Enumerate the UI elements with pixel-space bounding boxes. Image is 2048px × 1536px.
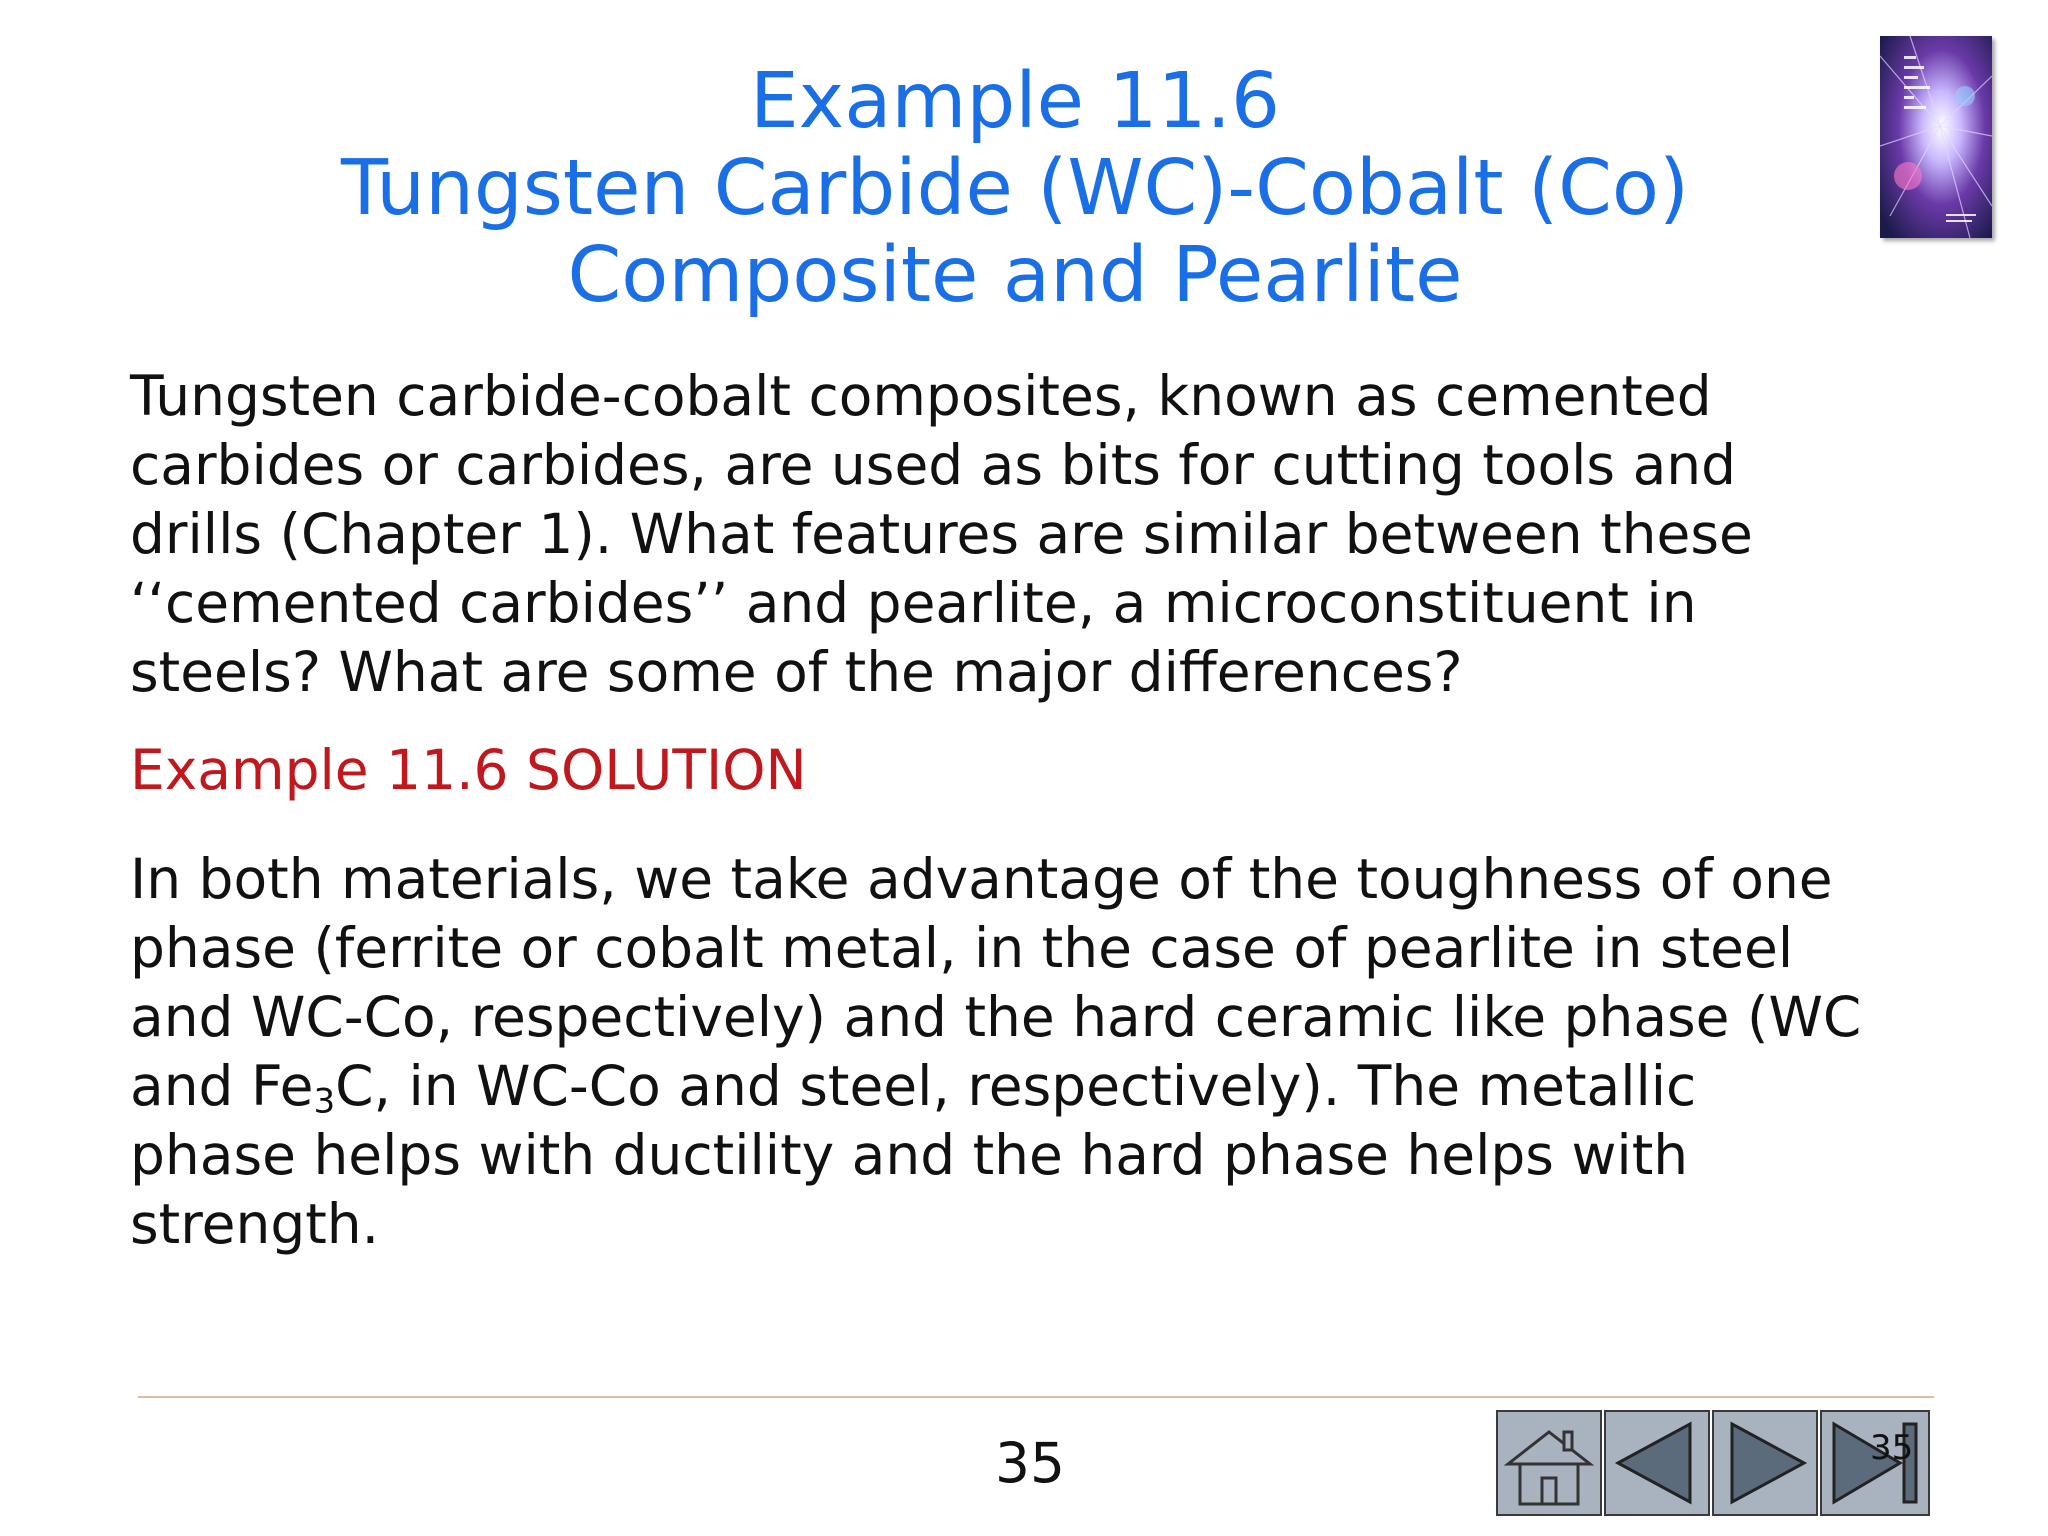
- title-line-3: Composite and Pearlite: [567, 231, 1463, 320]
- problem-statement: [130, 362, 1990, 707]
- solution-line: strength.: [130, 1192, 380, 1256]
- slide-title: [200, 58, 1830, 319]
- problem-line: Tungsten carbide-cobalt composites, known as cemented: [130, 364, 1712, 428]
- problem-line: ‘‘cemented carbides’’ and pearlite, a microconstituent in: [130, 571, 1697, 635]
- title-line-2: Tungsten Carbide (WC)-Cobalt (Co): [340, 144, 1690, 233]
- next-slide-button[interactable]: [1712, 1410, 1818, 1516]
- problem-line: steels? What are some of the major differences?: [130, 640, 1463, 704]
- solution-text: [130, 845, 1990, 1259]
- previous-slide-button[interactable]: [1604, 1410, 1710, 1516]
- solution-line: phase helps with ductility and the hard phase helps with: [130, 1123, 1689, 1187]
- solution-line: [130, 1052, 1990, 1121]
- home-icon: [1498, 1412, 1600, 1514]
- page-number: 35: [995, 1431, 1065, 1495]
- nav-page-number: 35: [1870, 1428, 1914, 1468]
- solution-line: phase (ferrite or cobalt metal, in the case of pearlite in steel: [130, 916, 1794, 980]
- footer-divider: [138, 1396, 1934, 1398]
- solution-text-fragment: and Fe: [130, 1054, 314, 1118]
- problem-line: carbides or carbides, are used as bits for cutting tools and: [130, 433, 1737, 497]
- slide-navigation: [1496, 1410, 1930, 1516]
- triangle-right-icon: [1714, 1412, 1816, 1514]
- solution-line: In both materials, we take advantage of the toughness of one: [130, 847, 1833, 911]
- subscript-3: 3: [313, 1081, 336, 1122]
- title-line-1: Example 11.6: [750, 57, 1280, 146]
- problem-line: drills (Chapter 1). What features are similar between these: [130, 502, 1753, 566]
- triangle-left-icon: [1606, 1412, 1708, 1514]
- solution-heading: Example 11.6 SOLUTION: [130, 738, 807, 802]
- solution-text-fragment: C, in WC-Co and steel, respectively). The metallic: [335, 1054, 1697, 1118]
- book-cover-image: [1880, 36, 1992, 238]
- solution-line: and WC-Co, respectively) and the hard ceramic like phase (WC: [130, 985, 1862, 1049]
- home-button[interactable]: [1496, 1410, 1602, 1516]
